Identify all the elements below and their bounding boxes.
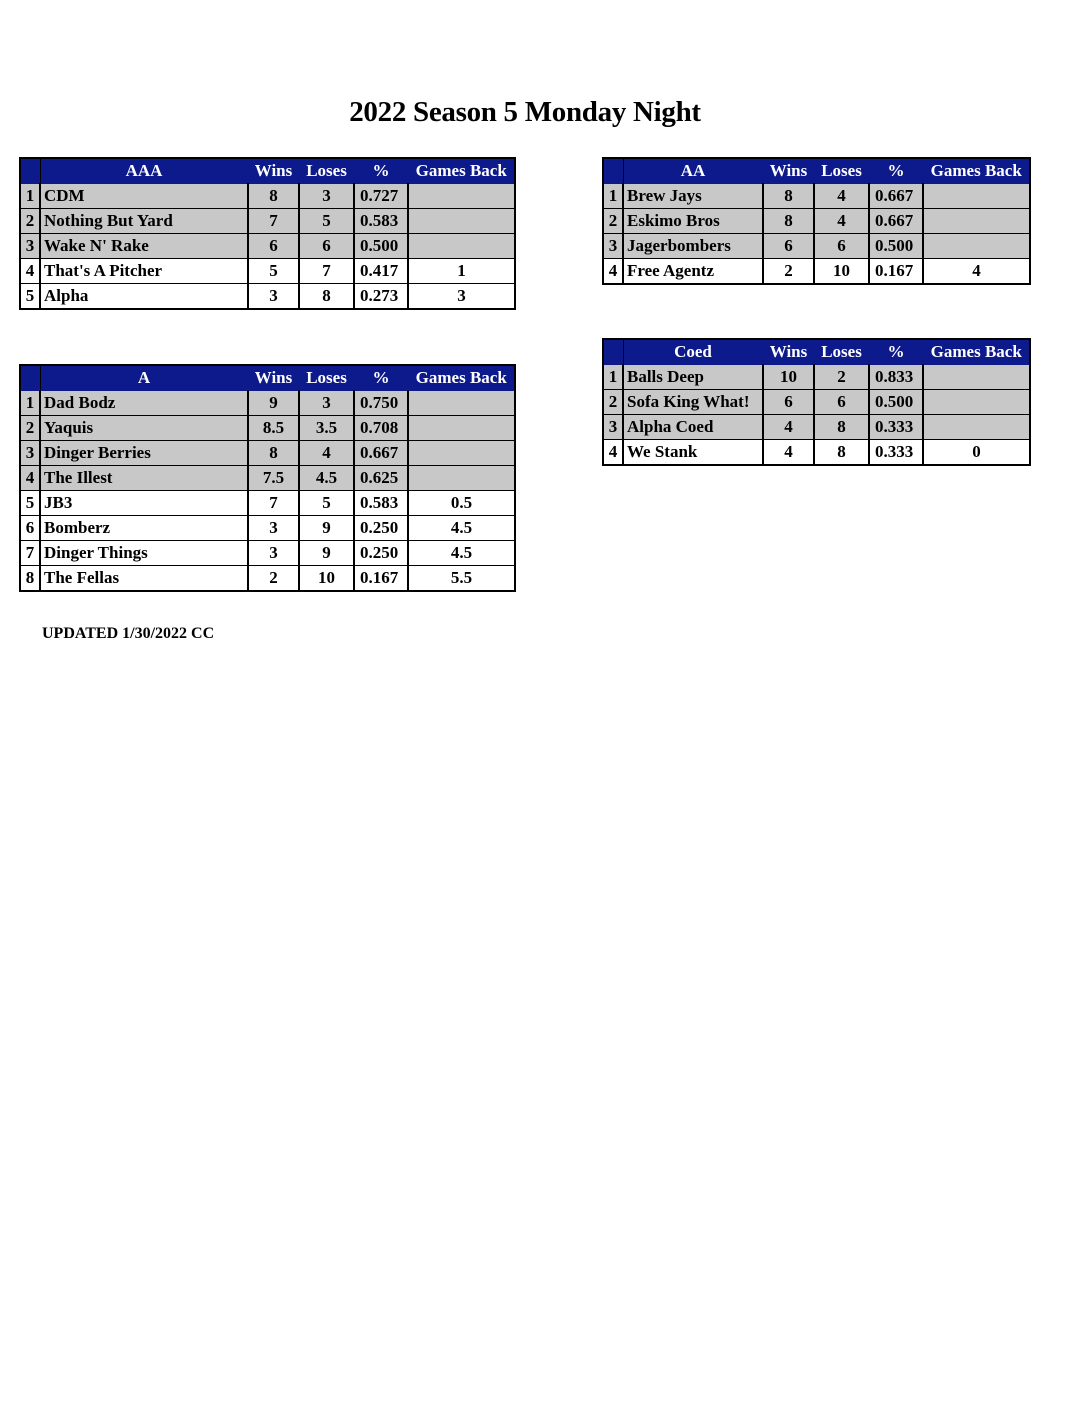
loses-header: Loses — [814, 339, 869, 365]
pct-cell: 0.417 — [354, 259, 408, 284]
table-row — [20, 516, 515, 541]
pct-cell: 0.250 — [354, 516, 408, 541]
wins-cell: 7 — [248, 209, 299, 234]
pct-cell: 0.167 — [869, 259, 923, 285]
table-row — [20, 416, 515, 441]
division-header: A — [40, 365, 248, 391]
rank-header — [603, 158, 623, 184]
pct-cell: 0.833 — [869, 365, 923, 390]
games-back-cell — [923, 184, 1030, 209]
pct-header: % — [869, 158, 923, 184]
updated-note: UPDATED 1/30/2022 CC — [42, 625, 215, 642]
rank-cell: 7 — [20, 541, 40, 566]
table-row — [20, 391, 515, 416]
team-name-cell: Yaquis — [40, 416, 248, 441]
rank-header — [20, 365, 40, 391]
division-header: AA — [623, 158, 763, 184]
wins-cell: 3 — [248, 284, 299, 310]
table-row — [20, 541, 515, 566]
page-title: 2022 Season 5 Monday Night — [349, 96, 701, 128]
wins-cell: 4 — [763, 440, 814, 466]
team-name-cell: Brew Jays — [623, 184, 763, 209]
pct-cell: 0.727 — [354, 184, 408, 209]
rank-cell: 4 — [603, 259, 623, 285]
table-row — [20, 441, 515, 466]
table-row — [20, 184, 515, 209]
team-name-cell: CDM — [40, 184, 248, 209]
games-back-cell — [923, 234, 1030, 259]
wins-header: Wins — [763, 158, 814, 184]
pct-cell: 0.250 — [354, 541, 408, 566]
pct-header: % — [354, 158, 408, 184]
team-name-cell: Jagerbombers — [623, 234, 763, 259]
wins-cell: 8 — [248, 441, 299, 466]
pct-cell: 0.500 — [354, 234, 408, 259]
rank-cell: 5 — [20, 491, 40, 516]
table-row — [20, 234, 515, 259]
standings-table-a — [19, 364, 516, 592]
pct-cell: 0.667 — [869, 184, 923, 209]
table-row — [603, 415, 1030, 440]
table-row — [20, 566, 515, 592]
wins-cell: 8 — [763, 209, 814, 234]
games-back-cell: 0 — [923, 440, 1030, 466]
pct-cell: 0.333 — [869, 440, 923, 466]
pct-cell: 0.708 — [354, 416, 408, 441]
wins-header: Wins — [763, 339, 814, 365]
rank-cell: 1 — [20, 184, 40, 209]
team-name-cell: Alpha Coed — [623, 415, 763, 440]
table-row — [603, 259, 1030, 285]
wins-cell: 8 — [248, 184, 299, 209]
team-name-cell: Alpha — [40, 284, 248, 310]
wins-cell: 7.5 — [248, 466, 299, 491]
loses-cell: 4 — [299, 441, 354, 466]
games-back-cell: 0.5 — [408, 491, 515, 516]
games-back-cell — [408, 466, 515, 491]
games-back-header: Games Back — [408, 158, 515, 184]
loses-cell: 8 — [299, 284, 354, 310]
rank-cell: 8 — [20, 566, 40, 592]
loses-cell: 4 — [814, 184, 869, 209]
table-row — [603, 184, 1030, 209]
wins-cell: 8 — [763, 184, 814, 209]
loses-header: Loses — [299, 158, 354, 184]
games-back-header: Games Back — [923, 158, 1030, 184]
loses-cell: 4 — [814, 209, 869, 234]
pct-cell: 0.750 — [354, 391, 408, 416]
games-back-cell — [408, 391, 515, 416]
loses-cell: 4.5 — [299, 466, 354, 491]
rank-cell: 3 — [603, 415, 623, 440]
loses-cell: 5 — [299, 491, 354, 516]
wins-header: Wins — [248, 365, 299, 391]
team-name-cell: JB3 — [40, 491, 248, 516]
team-name-cell: Wake N' Rake — [40, 234, 248, 259]
pct-cell: 0.583 — [354, 209, 408, 234]
rank-cell: 2 — [603, 390, 623, 415]
rank-cell: 6 — [20, 516, 40, 541]
rank-cell: 4 — [20, 259, 40, 284]
rank-cell: 2 — [20, 209, 40, 234]
wins-cell: 8.5 — [248, 416, 299, 441]
wins-cell: 6 — [763, 390, 814, 415]
wins-cell: 4 — [763, 415, 814, 440]
games-back-header: Games Back — [923, 339, 1030, 365]
rank-header — [20, 158, 40, 184]
rank-cell: 3 — [603, 234, 623, 259]
table-row — [603, 234, 1030, 259]
pct-cell: 0.667 — [354, 441, 408, 466]
table-row — [20, 259, 515, 284]
team-name-cell: The Illest — [40, 466, 248, 491]
standings-table-aa — [602, 157, 1031, 285]
wins-cell: 6 — [763, 234, 814, 259]
rank-cell: 3 — [20, 234, 40, 259]
table-row — [603, 209, 1030, 234]
team-name-cell: Bomberz — [40, 516, 248, 541]
loses-cell: 6 — [814, 390, 869, 415]
games-back-cell: 1 — [408, 259, 515, 284]
wins-cell: 2 — [763, 259, 814, 285]
games-back-cell — [923, 365, 1030, 390]
loses-cell: 2 — [814, 365, 869, 390]
wins-cell: 7 — [248, 491, 299, 516]
table-row — [603, 365, 1030, 390]
loses-cell: 9 — [299, 516, 354, 541]
table-row — [20, 209, 515, 234]
wins-cell: 10 — [763, 365, 814, 390]
loses-cell: 7 — [299, 259, 354, 284]
loses-cell: 8 — [814, 440, 869, 466]
rank-cell: 3 — [20, 441, 40, 466]
games-back-cell — [923, 390, 1030, 415]
loses-header: Loses — [299, 365, 354, 391]
loses-header: Loses — [814, 158, 869, 184]
games-back-cell — [408, 234, 515, 259]
team-name-cell: We Stank — [623, 440, 763, 466]
games-back-cell: 4.5 — [408, 516, 515, 541]
loses-cell: 3 — [299, 184, 354, 209]
wins-cell: 2 — [248, 566, 299, 592]
team-name-cell: Sofa King What! — [623, 390, 763, 415]
rank-cell: 5 — [20, 284, 40, 310]
wins-cell: 9 — [248, 391, 299, 416]
table-row — [20, 491, 515, 516]
team-name-cell: Nothing But Yard — [40, 209, 248, 234]
pct-cell: 0.333 — [869, 415, 923, 440]
rank-cell: 1 — [603, 365, 623, 390]
loses-cell: 5 — [299, 209, 354, 234]
loses-cell: 9 — [299, 541, 354, 566]
games-back-cell — [408, 184, 515, 209]
table-row — [20, 466, 515, 491]
pct-cell: 0.500 — [869, 234, 923, 259]
team-name-cell: That's A Pitcher — [40, 259, 248, 284]
rank-header — [603, 339, 623, 365]
rank-cell: 1 — [603, 184, 623, 209]
team-name-cell: Balls Deep — [623, 365, 763, 390]
division-header: Coed — [623, 339, 763, 365]
games-back-cell: 3 — [408, 284, 515, 310]
table-row — [603, 390, 1030, 415]
team-name-cell: Dad Bodz — [40, 391, 248, 416]
team-name-cell: Eskimo Bros — [623, 209, 763, 234]
loses-cell: 8 — [814, 415, 869, 440]
rank-cell: 2 — [20, 416, 40, 441]
games-back-cell — [923, 415, 1030, 440]
pct-cell: 0.273 — [354, 284, 408, 310]
wins-cell: 3 — [248, 516, 299, 541]
loses-cell: 3 — [299, 391, 354, 416]
games-back-cell: 4.5 — [408, 541, 515, 566]
wins-cell: 5 — [248, 259, 299, 284]
division-header: AAA — [40, 158, 248, 184]
rank-cell: 2 — [603, 209, 623, 234]
games-back-cell: 5.5 — [408, 566, 515, 592]
table-row — [603, 440, 1030, 466]
team-name-cell: The Fellas — [40, 566, 248, 592]
standings-table-coed — [602, 338, 1031, 466]
loses-cell: 6 — [299, 234, 354, 259]
games-back-cell — [408, 209, 515, 234]
pct-cell: 0.667 — [869, 209, 923, 234]
pct-header: % — [869, 339, 923, 365]
wins-header: Wins — [248, 158, 299, 184]
pct-cell: 0.625 — [354, 466, 408, 491]
pct-header: % — [354, 365, 408, 391]
loses-cell: 10 — [299, 566, 354, 592]
team-name-cell: Dinger Things — [40, 541, 248, 566]
pct-cell: 0.167 — [354, 566, 408, 592]
rank-cell: 4 — [603, 440, 623, 466]
loses-cell: 3.5 — [299, 416, 354, 441]
wins-cell: 3 — [248, 541, 299, 566]
games-back-cell — [923, 209, 1030, 234]
pct-cell: 0.500 — [869, 390, 923, 415]
games-back-cell — [408, 441, 515, 466]
games-back-cell: 4 — [923, 259, 1030, 285]
pct-cell: 0.583 — [354, 491, 408, 516]
loses-cell: 6 — [814, 234, 869, 259]
rank-cell: 1 — [20, 391, 40, 416]
games-back-cell — [408, 416, 515, 441]
loses-cell: 10 — [814, 259, 869, 285]
team-name-cell: Free Agentz — [623, 259, 763, 285]
wins-cell: 6 — [248, 234, 299, 259]
table-row — [20, 284, 515, 310]
games-back-header: Games Back — [408, 365, 515, 391]
rank-cell: 4 — [20, 466, 40, 491]
standings-table-aaa — [19, 157, 516, 310]
team-name-cell: Dinger Berries — [40, 441, 248, 466]
